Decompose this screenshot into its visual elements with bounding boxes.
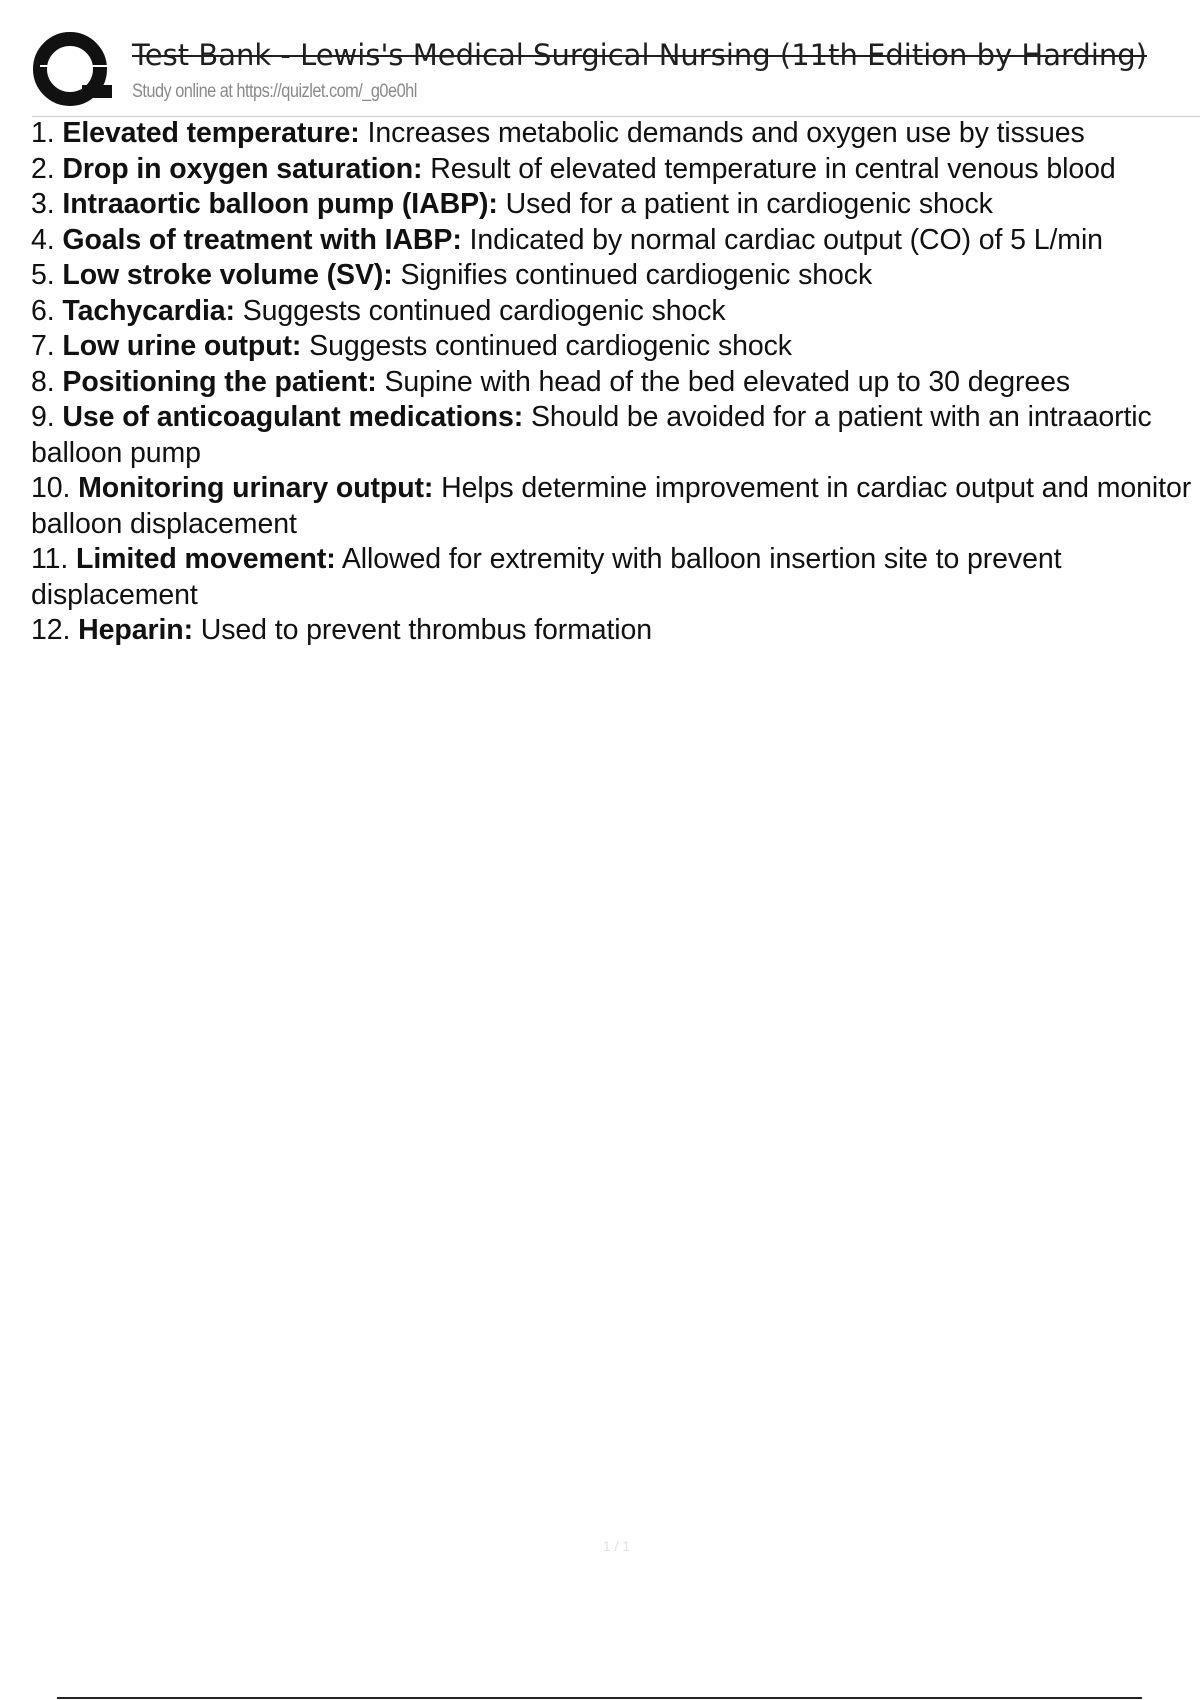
- item-definition: Should be avoided for a patient with an intraaortic balloon pump: [31, 401, 1152, 469]
- item-definition: Result of elevated temperature in central venous blood: [430, 152, 1116, 185]
- item-definition: Suggests continued cardiogenic shock: [309, 330, 792, 362]
- item-definition: Helps determine improvement in cardiac output and monitor balloon displacement: [31, 472, 1192, 540]
- item-number: 10.: [31, 472, 71, 504]
- list-item: [31, 542, 1200, 613]
- list-item: [31, 400, 1200, 471]
- item-term: Positioning the patient:: [62, 365, 377, 398]
- list-item: [31, 152, 1200, 188]
- list-item: [31, 365, 1200, 401]
- quizlet-logo-icon: [32, 30, 114, 112]
- item-term: Low stroke volume (SV):: [62, 259, 393, 291]
- item-number: 2.: [31, 152, 55, 185]
- item-number: 7.: [31, 330, 55, 362]
- item-number: 12.: [31, 614, 71, 646]
- footer-divider: [57, 1697, 1142, 1699]
- item-number: 9.: [31, 401, 55, 433]
- item-term: Heparin:: [78, 614, 193, 646]
- list-item: [31, 116, 1200, 152]
- study-online-link[interactable]: Study online at https://quizlet.com/_g0e0hl: [132, 81, 417, 102]
- item-definition: Increases metabolic demands and oxygen use by tissues: [367, 117, 1085, 149]
- item-term: Monitoring urinary output:: [78, 472, 434, 504]
- list-item: [31, 223, 1200, 259]
- item-term: Intraaortic balloon pump (IABP):: [62, 188, 498, 220]
- list-item: [31, 613, 1200, 649]
- item-number: 1.: [31, 117, 55, 149]
- item-number: 4.: [31, 223, 55, 256]
- item-number: 6.: [31, 294, 55, 327]
- list-item: [31, 294, 1200, 330]
- term-list: [31, 116, 1200, 649]
- item-definition: Used to prevent thrombus formation: [200, 614, 653, 646]
- item-term: Goals of treatment with IABP:: [62, 223, 462, 256]
- item-term: Limited movement:: [76, 543, 336, 575]
- item-number: 3.: [31, 188, 55, 220]
- item-definition: Supine with head of the bed elevated up to 30 degrees: [384, 365, 1071, 398]
- item-term: Drop in oxygen saturation:: [62, 152, 423, 185]
- document-title: Test Bank - Lewis's Medical Surgical Nursing (11th Edition by Harding): [132, 38, 1147, 72]
- item-definition: Allowed for extremity with balloon insertion site to prevent displacement: [31, 543, 1062, 611]
- item-number: 11.: [31, 543, 69, 575]
- list-item: [31, 329, 1200, 365]
- item-number: 8.: [31, 365, 55, 398]
- item-term: Low urine output:: [62, 330, 302, 362]
- item-definition: Suggests continued cardiogenic shock: [242, 294, 726, 327]
- list-item: [31, 471, 1200, 542]
- list-item: [31, 258, 1200, 294]
- item-definition: Indicated by normal cardiac output (CO) of 5 L/min: [469, 223, 1103, 256]
- item-definition: Used for a patient in cardiogenic shock: [505, 188, 993, 220]
- item-number: 5.: [31, 259, 55, 291]
- item-term: Use of anticoagulant medications:: [62, 401, 524, 433]
- list-item: [31, 187, 1200, 223]
- item-definition: Signifies continued cardiogenic shock: [400, 259, 873, 291]
- item-term: Elevated temperature:: [62, 117, 360, 149]
- page-number: 1 / 1: [602, 1538, 631, 1554]
- item-term: Tachycardia:: [62, 294, 235, 327]
- page-header: [32, 30, 1200, 116]
